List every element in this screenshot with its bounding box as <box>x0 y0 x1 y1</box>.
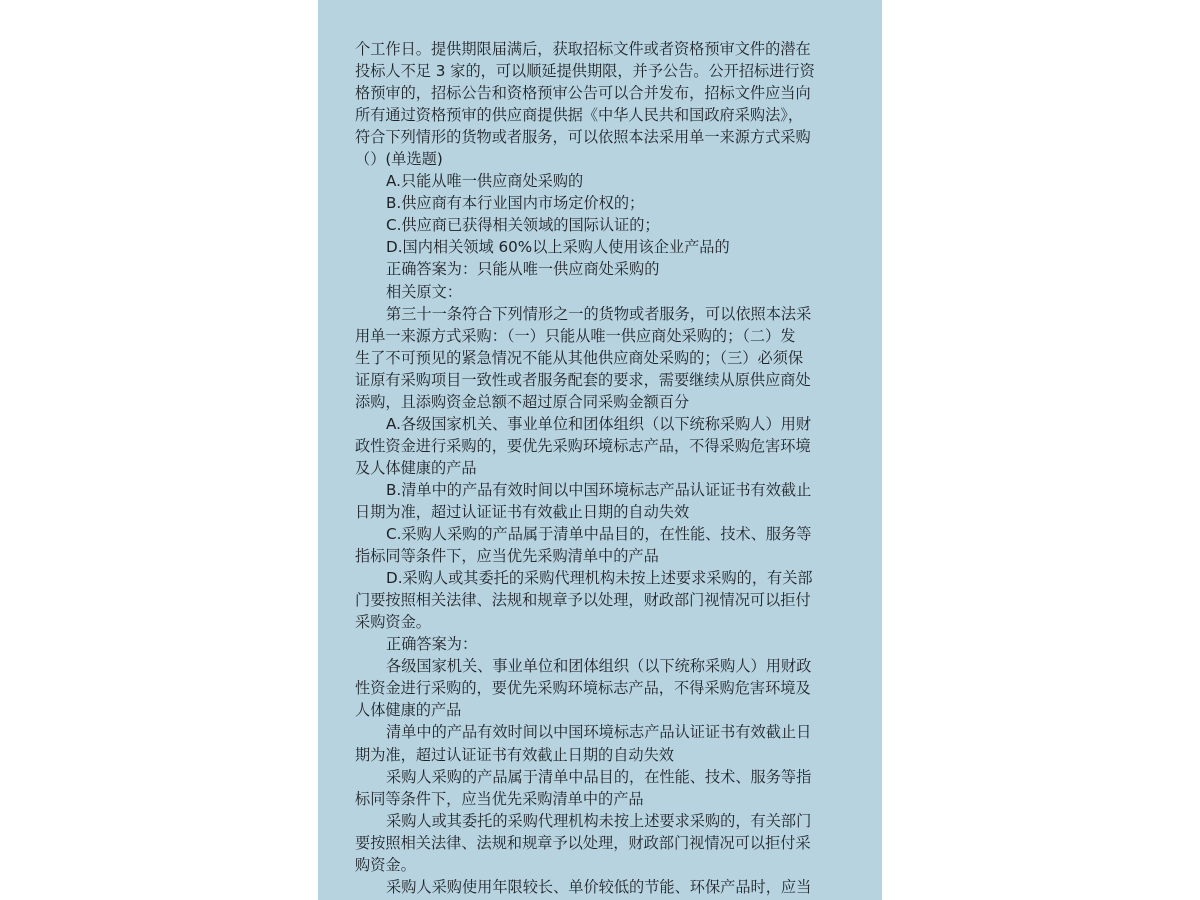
text-line: C.采购人采购的产品属于清单中品目的，在性能、技术、服务等 <box>386 525 812 544</box>
text-line: 政性资金进行采购的，要优先采购环境标志产品，不得采购危害环境 <box>355 436 811 455</box>
document-body <box>355 38 850 898</box>
text-line: 添购，且添购资金总额不超过原合同采购金额百分 <box>355 392 690 411</box>
text-line: 用单一来源方式采购：（一）只能从唯一供应商处采购的；（二）发 <box>355 326 796 345</box>
text-line: 第三十一条符合下列情形之一的货物或者服务，可以依照本法采 <box>386 304 812 323</box>
text-line: 符合下列情形的货物或者服务，可以依照本法采用单一来源方式采购 <box>355 128 811 147</box>
text-line: C.供应商已获得相关领域的国际认证的； <box>386 216 660 235</box>
text-line: 及人体健康的产品 <box>355 458 477 477</box>
text-line: 采购人采购的产品属于清单中品目的，在性能、技术、服务等指 <box>386 767 812 786</box>
text-line: 正确答案为：只能从唯一供应商处采购的 <box>386 260 660 279</box>
text-line: D.采购人或其委托的采购代理机构未按上述要求采购的，有关部 <box>386 569 813 588</box>
text-line: 格预审的，招标公告和资格预审公告可以合并发布，招标文件应当向 <box>355 84 811 103</box>
text-line: 正确答案为： <box>386 635 478 654</box>
text-line: 要按照相关法律、法规和规章予以处理，财政部门视情况可以拒付采 <box>355 833 811 852</box>
text-line: B.清单中的产品有效时间以中国环境标志产品认证证书有效截止 <box>386 480 812 499</box>
text-line: 日期为准，超过认证证书有效截止日期的自动失效 <box>355 502 690 521</box>
text-line: 期为准，超过认证证书有效截止日期的自动失效 <box>355 745 674 764</box>
text-line: B.供应商有本行业国内市场定价权的； <box>386 194 645 213</box>
text-line: 采购资金。 <box>355 613 431 632</box>
text-line: 性资金进行采购的，要优先采购环境标志产品，不得采购危害环境及 <box>355 679 811 698</box>
text-line: 个工作日。提供期限届满后，获取招标文件或者资格预审文件的潜在 <box>355 40 811 58</box>
text-line: A.只能从唯一供应商处采购的 <box>386 172 584 191</box>
text-line: 相关原文： <box>386 282 462 301</box>
text-line: 人体健康的产品 <box>355 701 462 720</box>
text-line: （）(单选题) <box>355 150 443 169</box>
text-line: 采购人或其委托的采购代理机构未按上述要求采购的，有关部门 <box>386 811 812 830</box>
text-line: 标同等条件下，应当优先采购清单中的产品 <box>355 789 644 808</box>
text-line: 清单中的产品有效时间以中国环境标志产品认证证书有效截止日 <box>386 723 812 742</box>
text-line: A.各级国家机关、事业单位和团体组织（以下统称采购人）用财 <box>386 414 812 433</box>
document-sheet <box>318 0 882 900</box>
text-line: 采购人采购使用年限较长、单价较低的节能、环保产品时，应当 <box>386 877 812 896</box>
text-line: 指标同等条件下，应当优先采购清单中的产品 <box>355 547 659 566</box>
text-line: 证原有采购项目一致性或者服务配套的要求，需要继续从原供应商处 <box>355 370 811 389</box>
text-line: 生了不可预见的紧急情况不能从其他供应商处采购的；（三）必须保 <box>355 348 804 367</box>
text-line: 所有通过资格预审的供应商提供据《中华人民共和国政府采购法》， <box>355 106 804 125</box>
text-line: 购资金。 <box>355 855 416 874</box>
text-line: 投标人不足 3 家的，可以顺延提供期限，并予公告。公开招标进行资 <box>355 62 815 81</box>
text-line: 门要按照相关法律、法规和规章予以处理，财政部门视情况可以拒付 <box>355 591 811 610</box>
text-line: 各级国家机关、事业单位和团体组织（以下统称采购人）用财政 <box>386 657 812 676</box>
text-line: D.国内相关领域 60%以上采购人使用该企业产品的 <box>386 238 730 257</box>
